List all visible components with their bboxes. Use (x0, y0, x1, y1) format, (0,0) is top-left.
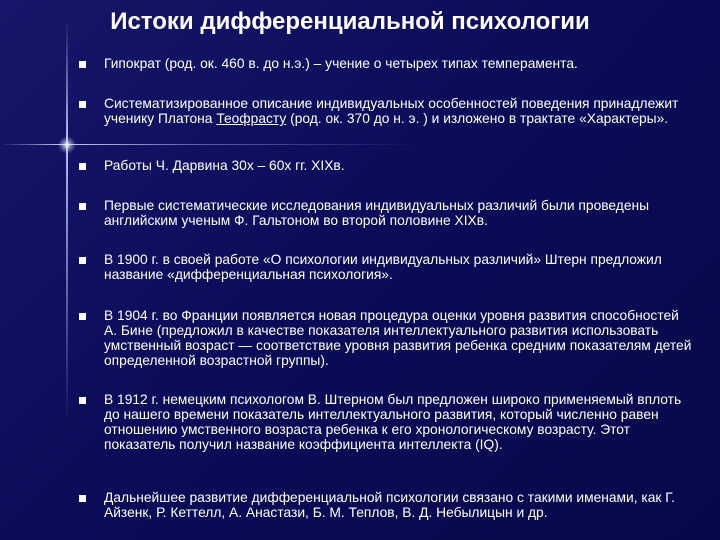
bullet-icon (79, 495, 86, 502)
bullet-icon (79, 101, 86, 108)
list-item-text: Работы Ч. Дарвина 30х – 60х гг. XIXв. (104, 158, 345, 173)
list-item-text: Гипократ (род. ок. 460 в. до н.э.) – учение о четырех типах темперамента. (104, 56, 578, 71)
bullet-icon (79, 163, 86, 170)
list-item-text: Первые систематические исследования индивидуальных различий были проведены английским ученым Ф. Гальтоном во второй половине XIXв. (104, 198, 650, 228)
list-item-text: В 1904 г. во Франции появляется новая процедура оценки уровня развития способностей А. Бине (предложил в качестве показателя интеллектуального развития использовать умственный возраст — соответствие уровня развития ребенка средним показателям детей определенной возрастной группы). (104, 308, 692, 368)
bullet-icon (79, 61, 86, 68)
bullet-icon (79, 313, 86, 320)
list-item-text-pre: Систематизированное описание индивидуальных особенностей поведения принадлежит ученику Платона (104, 96, 679, 126)
list-item-text: Дальнейшее развитие дифференциальной психологии связано с такими именами, как Г. Айзенк, Р. Кеттелл, А. Анастази, Б. М. Теплов, В. Д. Небылицын и др. (104, 490, 675, 520)
decorative-vertical-line (66, 20, 68, 420)
list-item-text: В 1912 г. немецким психологом В. Штерном был предложен широко применяемый вплоть до нашего времени показатель интеллектуального развития, который численно равен отношению умственного возраста ребенка к его хронологическому возрасту. Этот показатель получил название коэффициента интеллекта (IQ). (104, 392, 682, 452)
list-item-text: В 1900 г. в своей работе «О психологии индивидуальных различий» Штерн предложил название «дифференциальная психология». (104, 252, 662, 282)
bullet-icon (79, 203, 86, 210)
bullet-icon (79, 397, 86, 404)
bullet-icon (79, 257, 86, 264)
slide-title: Истоки дифференциальной психологии (110, 8, 590, 35)
theophrastus-link[interactable]: Теофрасту (216, 111, 287, 126)
list-item-text (104, 96, 694, 126)
decorative-sparkle (58, 136, 76, 154)
list-item-text-post: (род. ок. 370 до н. э. ) и изложено в трактате «Характеры». (286, 111, 669, 126)
